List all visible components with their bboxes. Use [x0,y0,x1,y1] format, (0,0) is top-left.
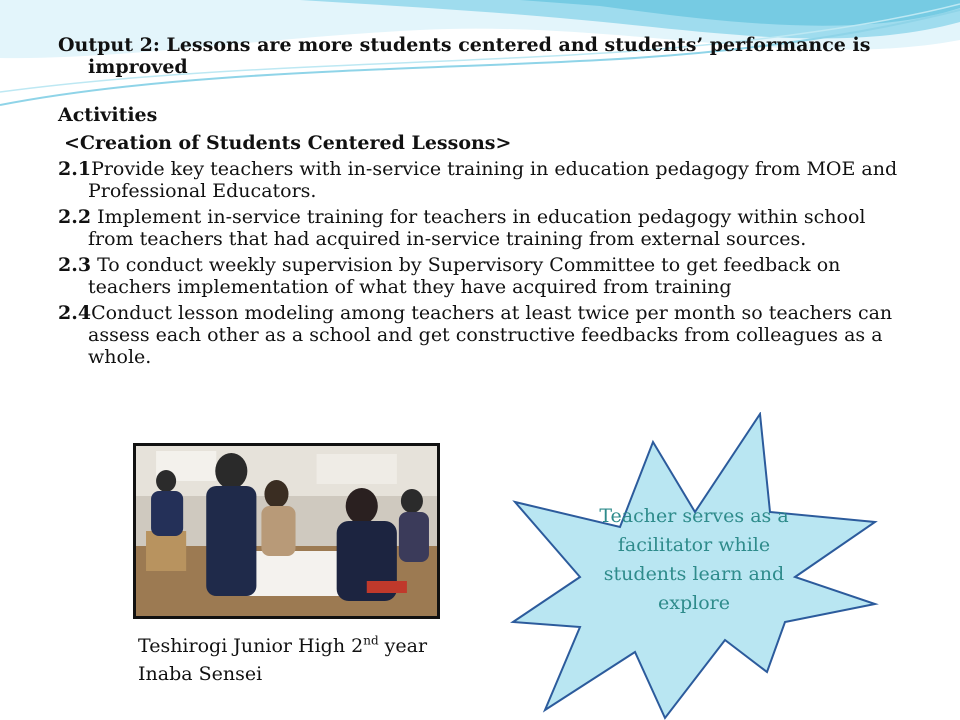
activity-text: Provide key teachers with in-service training in education pedagogy from MOE and Professional Educators. [88,158,898,202]
slide-content [58,34,908,368]
callout-text: Teacher serves as a facilitator while students learn and explore [599,505,789,614]
section-label: <Creation of Students Centered Lessons> [64,132,512,154]
activity-item-2-3 [58,254,908,298]
activity-text: Conduct lesson modeling among teachers at least twice per month so teachers can assess each other as a school and get constructive feedbacks from colleagues as a whole. [88,302,893,368]
activity-number: 2.3 [58,254,92,276]
caption-line-teacher: Inaba Sensei [138,663,263,685]
activity-text: Implement in-service training for teachers in education pedagogy within school from teachers that had acquired in-service training from external sources. [88,206,866,250]
activity-text: To conduct weekly supervision by Supervisory Committee to get feedback on teachers implementation of what they have acquired from training [88,254,841,298]
activity-item-2-4 [58,302,908,368]
activity-item-2-1 [58,158,908,202]
caption-line-school: Teshirogi Junior High 2nd year [138,633,428,657]
activity-number: 2.2 [58,206,92,228]
activity-number: 2.4 [58,302,92,324]
activities-heading: Activities [58,104,158,126]
activity-number: 2.1 [58,158,92,180]
photo-caption [138,632,478,688]
activity-item-2-2 [58,206,908,250]
output-heading: Output 2: Lessons are more students centered and students’ performance is improved [58,34,871,78]
classroom-photo [133,443,440,619]
